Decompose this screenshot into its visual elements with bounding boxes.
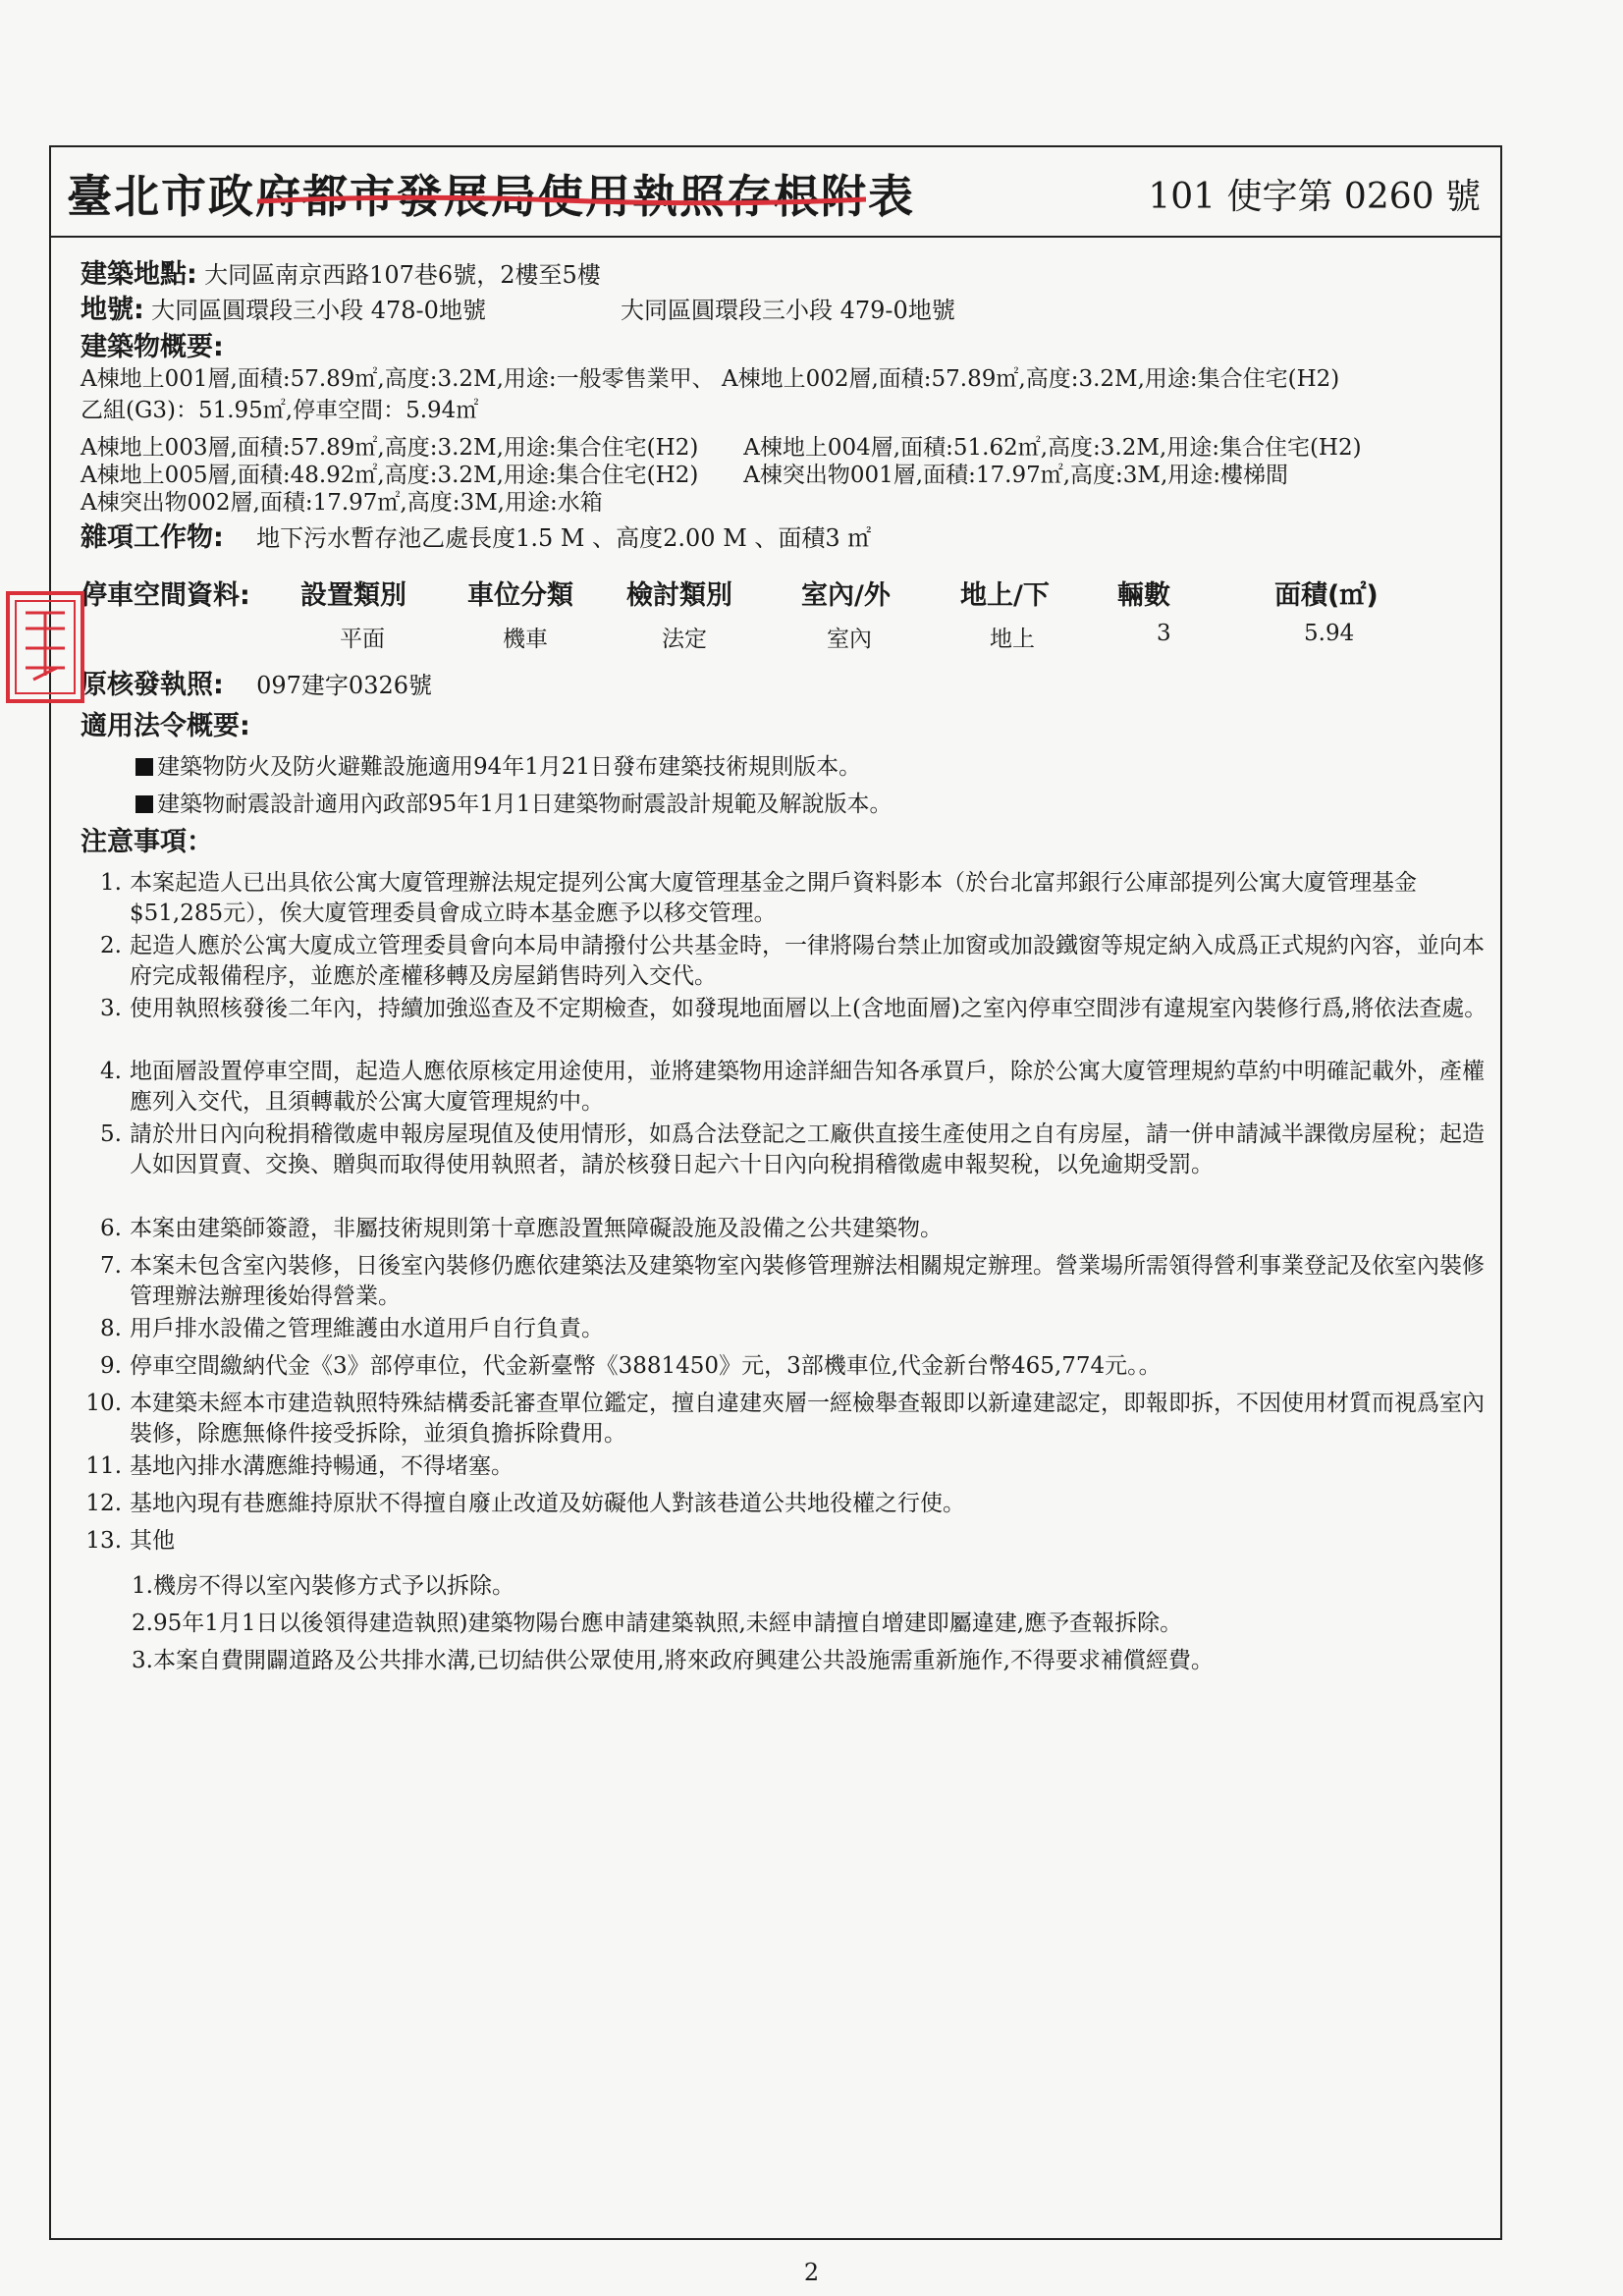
overview-line: 乙組(G3)：51.95㎡,停車空間：5.94㎡ [81, 398, 479, 423]
parking-header: 室內/外 [801, 580, 891, 611]
overview-label: 建築物概要: [81, 332, 224, 362]
parking-header: 車位分類 [467, 580, 573, 611]
note-number: 2. [100, 933, 122, 958]
title-row [51, 147, 1500, 238]
note-number: 1. [100, 870, 122, 896]
laws-label: 適用法令概要: [81, 711, 250, 741]
sub-note: 2.95年1月1日以後領得建造執照)建築物陽台應申請建築執照,未經申請擅自增建即屬違建,應予查報拆除。 [132, 1611, 1183, 1636]
note-text: 基地內排水溝應維持暢通，不得堵塞。 [130, 1453, 514, 1479]
note-number: 12. [85, 1491, 122, 1516]
note-text: 起造人應於公寓大廈成立管理委員會向本局申請撥付公共基金時，一律將陽台禁止加窗或加設鐵窗等規定納入成爲正式規約內容，並向本府完成報備程序，並應於產權移轉及房屋銷售時列入交代。 [130, 933, 1485, 989]
lot-value-1: 大同區圓環段三小段 478-0地號 [151, 297, 486, 324]
original-row [81, 672, 432, 700]
overview-line: A棟地上005層,面積:48.92㎡,高度:3.2M,用途:集合住宅(H2) A棟突出物001層,面積:17.97㎡,高度:3M,用途:樓梯間 [81, 463, 1289, 488]
parking-header: 地上/下 [960, 580, 1050, 611]
permit-number: 101 使字第 0260 號 [1148, 177, 1481, 217]
lot-value-2-row [621, 297, 955, 325]
note-number: 8. [100, 1316, 122, 1341]
red-strike-mark [257, 192, 866, 208]
overview-line: A棟地上003層,面積:57.89㎡,高度:3.2M,用途:集合住宅(H2) A棟地上004層,面積:51.62㎡,高度:3.2M,用途:集合住宅(H2) [81, 435, 1362, 461]
note-text: 本建築未經本市建造執照特殊結構委託審查單位鑑定，擅自違建夾層一經檢舉查報即以新違建認定，即報即拆，不因使用材質而視爲室內裝修，除應無條件接受拆除，並須負擔拆除費用。 [130, 1391, 1485, 1447]
location-row [81, 261, 601, 290]
parking-label: 停車空間資料: [81, 580, 250, 611]
note-text: 用戶排水設備之管理維護由水道用戶自行負責。 [130, 1316, 604, 1341]
lot-row [81, 297, 486, 325]
original-label: 原核發執照: [81, 670, 224, 700]
misc-label: 雜項工作物: [81, 522, 224, 553]
parking-cell: 平面 [340, 627, 385, 652]
misc-row [81, 524, 871, 553]
note-number: 3. [100, 996, 122, 1021]
notes-label-row [81, 829, 213, 857]
parking-header: 輛數 [1117, 580, 1170, 611]
law-item: 建築物耐震設計適用內政部95年1月1日建築物耐震設計規範及解說版本。 [135, 786, 893, 818]
note-number: 10. [85, 1391, 122, 1416]
parking-header: 面積(㎡) [1274, 580, 1379, 611]
original-value: 097建字0326號 [256, 672, 433, 699]
overview-line: A棟突出物002層,面積:17.97㎡,高度:3M,用途:水箱 [81, 490, 603, 516]
lot-label: 地號: [81, 295, 144, 325]
note-text: 其他 [130, 1528, 175, 1554]
parking-header: 檢討類別 [626, 580, 732, 611]
parking-cell: 法定 [662, 627, 707, 652]
laws-label-row [81, 713, 250, 741]
red-seal-stamp [4, 589, 90, 707]
parking-cell: 地上 [990, 627, 1035, 652]
parking-cell: 5.94 [1304, 621, 1355, 646]
note-text: 請於卅日內向稅捐稽徵處申報房屋現值及使用情形，如爲合法登記之工廠供直接生產使用之自有房屋，請一併申請減半課徵房屋稅；起造人如因買賣、交換、贈與而取得使用執照者，請於核發日起六十日內向稅捐稽徵處申報契稅，以免逾期受罰。 [130, 1121, 1485, 1177]
note-number: 7. [100, 1253, 122, 1279]
page-number: 2 [803, 2259, 820, 2286]
sub-note: 3.本案自費開闢道路及公共排水溝,已切結供公眾使用,將來政府興建公共設施需重新施作,不得要求補償經費。 [132, 1648, 1214, 1673]
document-frame [49, 145, 1502, 2240]
overview-label-row [81, 334, 224, 362]
note-text: 本案起造人已出具依公寓大廈管理辦法規定提列公寓大廈管理基金之開戶資料影本（於台北富邦銀行公庫部提列公寓大廈管理基金$51,285元），俟大廈管理委員會成立時本基金應予以移交管理。 [130, 870, 1417, 926]
location-label: 建築地點: [81, 259, 197, 290]
notes-label: 注意事項： [81, 827, 213, 857]
sub-note: 1.機房不得以室內裝修方式予以拆除。 [132, 1573, 514, 1599]
location-value: 大同區南京西路107巷6號，2樓至5樓 [204, 261, 601, 289]
document-title: 臺北市政府都市發展局使用執照存根附表 [67, 170, 915, 223]
note-number: 6. [100, 1216, 122, 1241]
note-number: 5. [100, 1121, 122, 1147]
parking-cell: 機車 [503, 627, 548, 652]
note-number: 9. [100, 1353, 122, 1379]
parking-header: 設置類別 [300, 580, 406, 611]
note-number: 11. [85, 1453, 122, 1479]
note-number: 13. [85, 1528, 122, 1554]
law-item: 建築物防火及防火避難設施適用94年1月21日發布建築技術規則版本。 [135, 748, 861, 781]
parking-cell: 3 [1157, 621, 1171, 646]
note-text: 本案由建築師簽證，非屬技術規則第十章應設置無障礙設施及設備之公共建築物。 [130, 1216, 943, 1241]
note-text: 本案未包含室內裝修，日後室內裝修仍應依建築法及建築物室內裝修管理辦法相關規定辦理。營業場所需領得營利事業登記及依室內裝修管理辦法辦理後始得營業。 [130, 1253, 1485, 1309]
note-text: 基地內現有巷應維持原狀不得擅自廢止改道及妨礙他人對該巷道公共地役權之行使。 [130, 1491, 965, 1516]
misc-value: 地下污水暫存池乙處長度1.5 M 、高度2.00 M 、面積3 ㎡ [256, 524, 872, 552]
note-text: 停車空間繳納代金《3》部停車位，代金新臺幣《3881450》元，3部機車位,代金新台幣465,774元。。 [130, 1353, 1162, 1379]
note-text: 使用執照核發後二年內，持續加強巡查及不定期檢查，如發現地面層以上(含地面層)之室內停車空間涉有違規室內裝修行爲,將依法查處。 [130, 996, 1488, 1021]
bullet-square-icon [135, 795, 153, 813]
note-number: 4. [100, 1059, 122, 1084]
overview-line: A棟地上001層,面積:57.89㎡,高度:3.2M,用途:一般零售業甲、 A棟地上002層,面積:57.89㎡,高度:3.2M,用途:集合住宅(H2) [81, 366, 1340, 392]
lot-value-2: 大同區圓環段三小段 479-0地號 [621, 297, 955, 324]
bullet-square-icon [135, 758, 153, 776]
parking-cell: 室內 [827, 627, 872, 652]
note-text: 地面層設置停車空間，起造人應依原核定用途使用，並將建築物用途詳細告知各承買戶，除於公寓大廈管理規約草約中明確記載外，產權應列入交代，且須轉載於公寓大廈管理規約中。 [130, 1059, 1485, 1115]
